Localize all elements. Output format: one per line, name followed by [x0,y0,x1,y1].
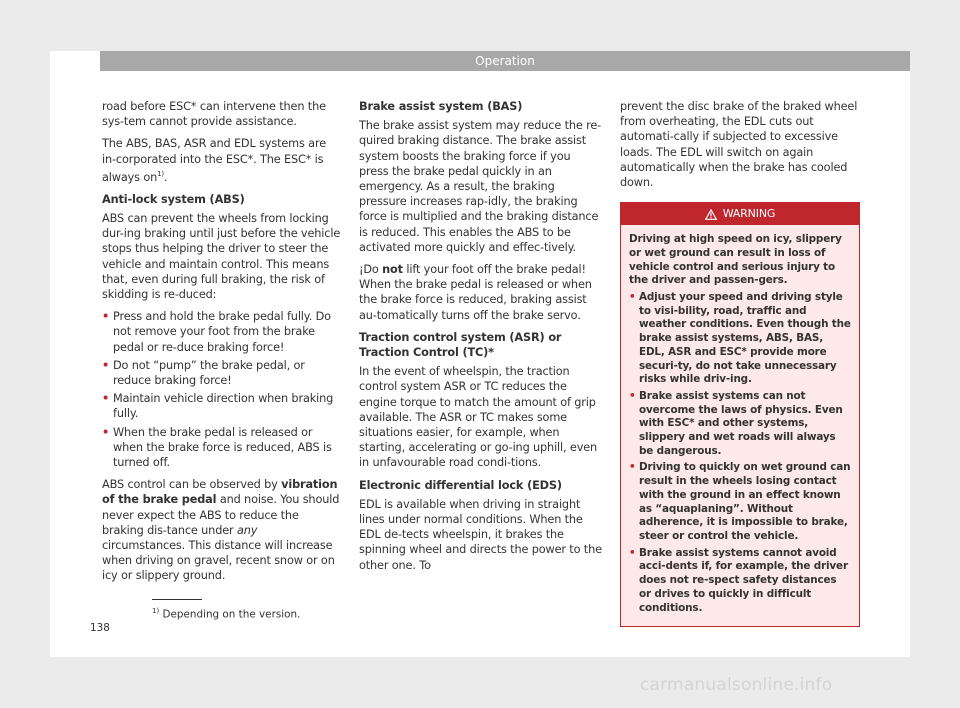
heading-eds: Electronic differential lock (EDS) [359,478,562,492]
paragraph: prevent the disc brake of the braked wheel from overheating, the EDL cuts out automati-cally if subjected to excessive loads. The EDL will switch on again automatically when the brake has cooled down. [620,100,858,190]
text: Brake assist systems cannot avoid acci-dents if, for example, the driver does not re-spect safety distances or drives to quickly in difficult conditions. [639,546,848,614]
text: Do not “pump” the brake pedal, or reduce braking force! [113,358,305,388]
bullet-icon: • [629,389,636,402]
paragraph [359,262,602,323]
list-item [102,358,342,388]
warning-intro: Driving at high speed on icy, slippery or wet ground can result in loss of vehicle control and serious injury to the driver and passen-gers. [629,233,842,287]
bullet-icon: • [629,291,636,304]
footnote-ref: 1) [157,169,164,178]
bullet-icon: • [629,546,636,559]
text-bold: not [382,263,403,277]
text: and noise. You should never expect the ABS to reduce the braking dis-tance under [102,493,340,537]
watermark: carmanualsonline.info [640,675,833,695]
text-italic: any [236,523,258,537]
text: Driving to quickly on wet ground can result in the wheels losing contact with the ground in an effect known as “aquaplaning”. Without adherence, it is impossible to brake, steer or control the vehicle. [639,461,851,542]
page-header: Operation [100,51,910,71]
warning-header [621,203,859,225]
paragraph: EDL is available when driving in straight lines under normal conditions. When the EDL de-tects wheelspin, it brakes the spinning wheel and directs the power to the other one. To [359,497,602,572]
list-item [629,390,851,459]
paragraph: The brake assist system may reduce the re-quired braking distance. The brake assist system boosts the braking force if you press the brake pedal quickly in an emergency. As a result, the braking pressure increases rap-idly, the braking force is multiplied and the braking distance is reduced. This enables the ABS to be activated more quickly and effec-tively. [359,119,602,254]
text: ¡Do [359,263,383,277]
footnote-divider [152,599,202,600]
list-item [102,309,342,355]
manual-page [50,51,910,657]
warning-triangle-icon [705,209,717,220]
text: The ABS, BAS, ASR and EDL systems are in-corporated into the ESC*. The ESC* is always on [102,137,327,184]
warning-body [621,225,859,626]
footnote [152,607,300,620]
paragraph [102,477,342,583]
text: Press and hold the brake pedal fully. Do not remove your foot from the brake pedal or re-duce braking force! [113,310,331,354]
paragraph: ABS can prevent the wheels from locking dur-ing braking until just before the vehicle stops thus helping the driver to steer the vehicle and maintain control. This means that, even during full braking, the risk of skidding is re-duced: [102,211,341,301]
heading-abs: Anti-lock system (ABS) [102,192,245,206]
text: When the brake pedal is released or when the brake force is reduced, ABS is turned off. [113,425,332,470]
bullet-icon: • [102,392,110,406]
bullet-icon: • [102,358,110,372]
page-number: 138 [90,622,110,634]
list-item [629,461,851,543]
heading-asr: Traction control system (ASR) or Traction Control (TC)* [359,330,562,360]
bullet-icon: • [102,425,110,439]
warning-label: WARNING [722,207,776,221]
text: . [164,170,168,184]
text: Maintain vehicle direction when braking fully. [113,392,334,421]
warning-box [620,202,860,627]
bullet-icon: • [102,310,110,324]
paragraph [102,136,342,184]
text-bold: vibration of the brake pedal [102,478,338,507]
column-right [620,99,860,627]
text: circumstances. This distance will increase when driving on gravel, recent snow or on icy or slippery ground. [102,539,335,583]
column-left [102,99,342,591]
list-item [102,425,342,471]
text: ABS control can be observed by [102,478,282,492]
paragraph: road before ESC* can intervene then the sys-tem cannot provide assistance. [102,100,326,129]
footnote-text: Depending on the version. [162,608,301,621]
paragraph: In the event of wheelspin, the traction control system ASR or TC reduces the engine torque to match the amount of grip available. The ASR or TC makes some situations easier, for example, when starting, accelerating or go-ing uphill, even in unfavourable road condi-tions. [359,365,598,470]
list-item [629,291,851,387]
list-item [629,547,851,616]
column-middle [359,99,602,580]
footnote-mark: 1) [152,607,160,615]
text: Brake assist systems can not overcome the laws of physics. Even with ESC* and other systems, slippery and wet roads will always be dangerous. [639,389,843,457]
text: lift your foot off the brake pedal! When the brake pedal is released or when the brake force is reduced, braking assist au-tomatically turns off the brake servo. [359,263,592,322]
list-item [102,391,342,421]
bullet-icon: • [629,461,636,474]
text: Adjust your speed and driving style to visi-bility, road, traffic and weather conditions. Even though the brake assist systems, ABS, BAS, EDL, ASR and ESC* provide more securi-ty, do not take unnecessary risks while driv-ing. [639,291,851,386]
heading-bas: Brake assist system (BAS) [359,100,523,113]
